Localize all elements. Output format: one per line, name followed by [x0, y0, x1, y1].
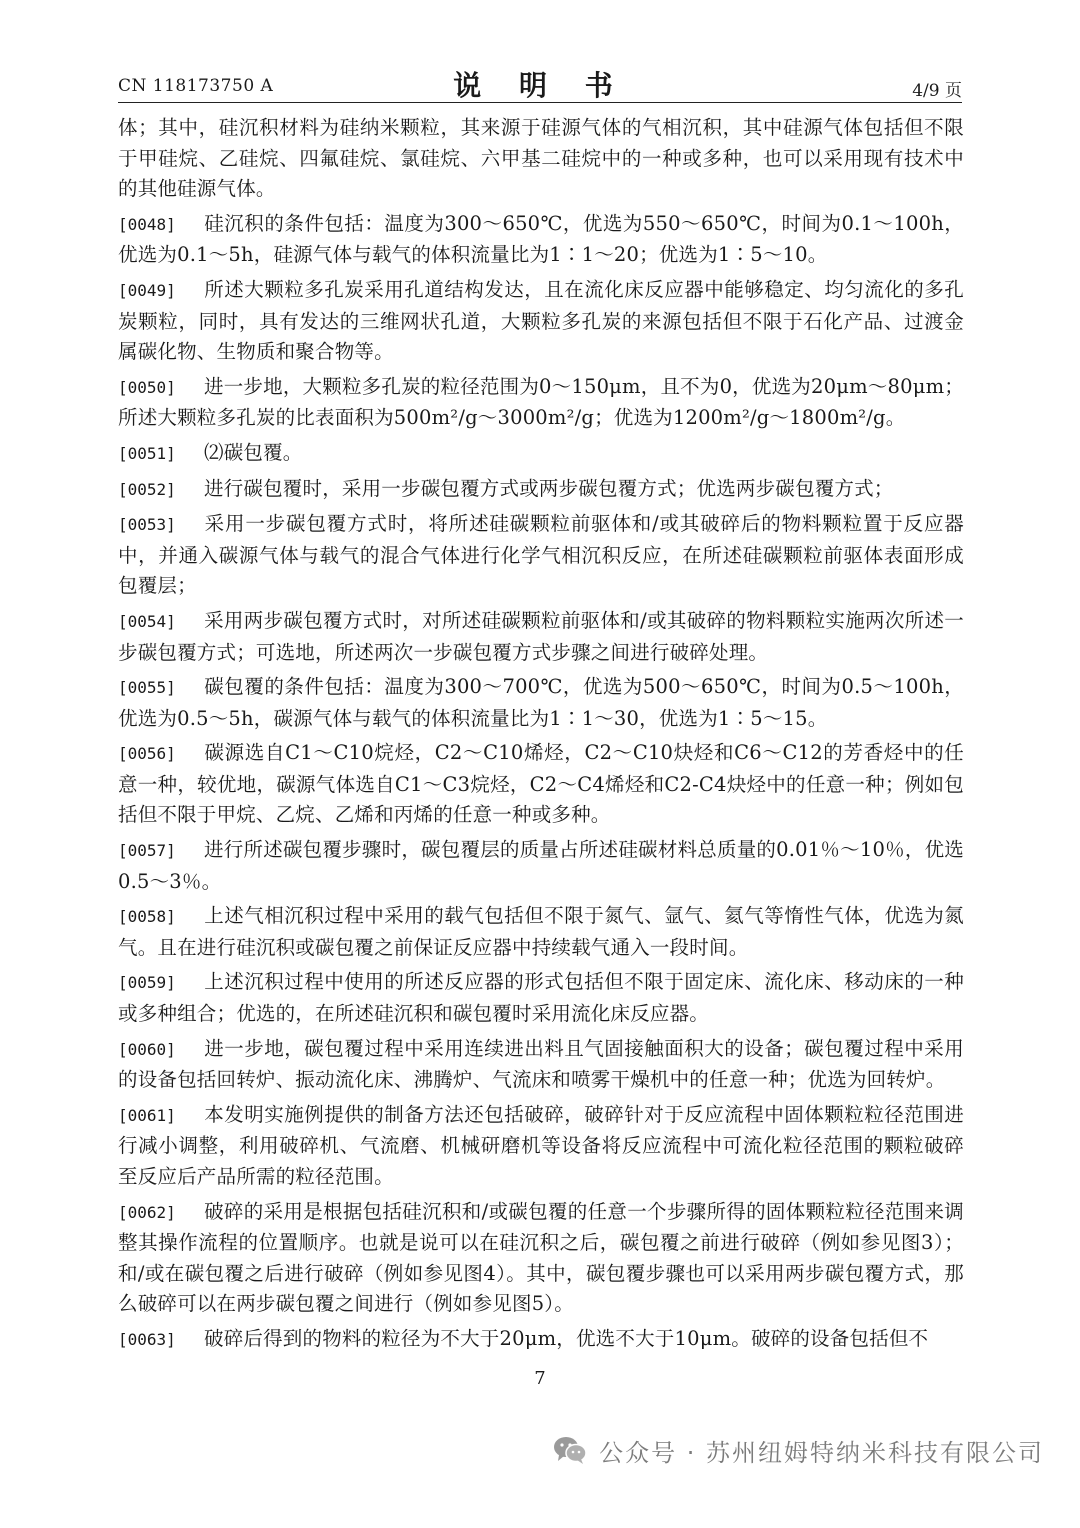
paragraph-number: [0050] [118, 377, 176, 397]
paragraph-text: 破碎后得到的物料的粒径为不大于20μm，优选不大于10μm。破碎的设备包括但不 [204, 1326, 929, 1350]
paragraph-number: [0056] [118, 744, 176, 764]
paragraph-number: [0062] [118, 1202, 176, 1222]
paragraph-text: 碳源选自C1～C10烷烃，C2～C10烯烃，C2～C10炔烃和C6～C12的芳香烃中的任意一种，较优地，碳源气体选自C1～C3烷烃，C2～C4烯烃和C2-C4炔烃中的任意一种；例如包括但不限于甲烷、乙烷、乙烯和丙烯的任意一种或多种。 [118, 741, 964, 827]
paragraph-0061 [118, 1100, 964, 1193]
paragraph-text: 进一步地，大颗粒多孔炭的粒径范围为0～150μm，且不为0，优选为20μm～80μm；所述大颗粒多孔炭的比表面积为500m²/g～3000m²/g；优选为1200m²/g～1800m²/g。 [118, 374, 964, 430]
paragraph-number: [0060] [118, 1039, 176, 1059]
paragraph-text: 上述沉积过程中使用的所述反应器的形式包括但不限于固定床、流化床、移动床的一种或多种组合；优选的，在所述硅沉积和碳包覆时采用流化床反应器。 [118, 970, 964, 1026]
paragraph-0063 [118, 1324, 964, 1356]
paragraph-text: ⑵碳包覆。 [204, 440, 303, 464]
paragraph-text: 进行碳包覆时，采用一步碳包覆方式或两步碳包覆方式；优选两步碳包覆方式； [204, 476, 894, 500]
paragraph-number: [0057] [118, 841, 176, 861]
paragraph-number: [0059] [118, 973, 176, 993]
paragraph-0049 [118, 275, 964, 368]
page-count: 4/9 页 [912, 81, 962, 101]
paragraph-text: 所述大颗粒多孔炭采用孔道结构发达，且在流化床反应器中能够稳定、均匀流化的多孔炭颗粒，同时，具有发达的三维网状孔道，大颗粒多孔炭的来源包括但不限于石化产品、过渡金属碳化物、生物质和聚合物等。 [118, 277, 964, 364]
page-header [118, 62, 962, 103]
paragraph-number: [0054] [118, 611, 176, 631]
paragraph-text: 破碎的采用是根据包括硅沉积和/或碳包覆的任意一个步骤所得的固体颗粒粒径范围来调整其操作流程的位置顺序。也就是说可以在硅沉积之后，碳包覆之前进行破碎（例如参见图3）；和/或在碳包覆之后进行破碎（例如参见图4）。其中，碳包覆步骤也可以采用两步碳包覆方式，那么破碎可以在两步碳包覆之间进行（例如参见图5）。 [118, 1199, 964, 1316]
paragraph-0060 [118, 1034, 964, 1096]
paragraph-number: [0051] [118, 443, 176, 463]
paragraph-0057 [118, 835, 964, 897]
paragraph-0059 [118, 967, 964, 1029]
paragraph-0053 [118, 509, 964, 602]
doc-title: 说 明 书 [453, 69, 627, 102]
paragraph-number: [0053] [118, 515, 176, 535]
paragraph-number: [0063] [118, 1329, 176, 1349]
paragraph-0048 [118, 209, 964, 271]
paragraph-text: 采用一步碳包覆方式时，将所述硅碳颗粒前驱体和/或其破碎后的物料颗粒置于反应器中，并通入碳源气体与载气的混合气体进行化学气相沉积反应，在所述硅碳颗粒前驱体表面形成包覆层； [118, 512, 964, 598]
paragraph-number: [0049] [118, 280, 176, 300]
paragraph-0056 [118, 738, 964, 831]
paragraph-number: [0061] [118, 1105, 176, 1125]
paragraph-0054 [118, 606, 964, 668]
paragraph-continuation [118, 113, 964, 205]
paragraph-0055 [118, 672, 964, 734]
paragraph-text: 上述气相沉积过程中采用的载气包括但不限于氮气、氩气、氦气等惰性气体，优选为氮气。且在进行硅沉积或碳包覆之前保证反应器中持续载气通入一段时间。 [118, 904, 964, 959]
watermark [553, 1430, 1044, 1470]
paragraph-0051 [118, 438, 964, 470]
paragraph-0058 [118, 901, 964, 963]
document-body [118, 113, 964, 1360]
paragraph-number: [0048] [118, 214, 176, 234]
paragraph-text: 进行所述碳包覆步骤时，碳包覆层的质量占所述硅碳材料总质量的0.01％～10％，优选0.5～3％。 [118, 838, 964, 893]
watermark-text: 公众号 · 苏州纽姆特纳米科技有限公司 [599, 1438, 1044, 1467]
paragraph-0050 [118, 372, 964, 434]
paragraph-text: 体；其中，硅沉积材料为硅纳米颗粒，其来源于硅源气体的气相沉积，其中硅源气体包括但不限于甲硅烷、乙硅烷、四氟硅烷、氯硅烷、六甲基二硅烷中的一种或多种，也可以采用现有技术中的其他硅源气体。 [118, 116, 964, 201]
paragraph-text: 碳包覆的条件包括：温度为300～700℃，优选为500～650℃，时间为0.5～100h，优选为0.5～5h，碳源气体与载气的体积流量比为1∶1～30，优选为1∶5～15。 [118, 675, 964, 730]
wechat-icon [553, 1435, 587, 1465]
paragraph-0052 [118, 474, 964, 506]
doc-number: CN 118173750 A [118, 76, 274, 96]
paragraph-text: 采用两步碳包覆方式时，对所述硅碳颗粒前驱体和/或其破碎的物料颗粒实施两次所述一步碳包覆方式；可选地，所述两次一步碳包覆方式步骤之间进行破碎处理。 [118, 608, 964, 664]
page-number: 7 [534, 1368, 546, 1389]
paragraph-0062 [118, 1197, 964, 1320]
paragraph-number: [0055] [118, 678, 176, 698]
paragraph-number: [0052] [118, 479, 176, 499]
paragraph-text: 进一步地，碳包覆过程中采用连续进出料且气固接触面积大的设备；碳包覆过程中采用的设备包括回转炉、振动流化床、沸腾炉、气流床和喷雾干燥机中的任意一种；优选为回转炉。 [118, 1036, 964, 1092]
paragraph-text: 硅沉积的条件包括：温度为300～650℃，优选为550～650℃，时间为0.1～100h，优选为0.1～5h，硅源气体与载气的体积流量比为1∶1～20；优选为1∶5～10。 [118, 211, 964, 267]
paragraph-number: [0058] [118, 907, 176, 927]
paragraph-text: 本发明实施例提供的制备方法还包括破碎，破碎针对于反应流程中固体颗粒粒径范围进行减小调整，利用破碎机、气流磨、机械研磨机等设备将反应流程中可流化粒径范围的颗粒破碎至反应后产品所需的粒径范围。 [118, 1102, 964, 1188]
